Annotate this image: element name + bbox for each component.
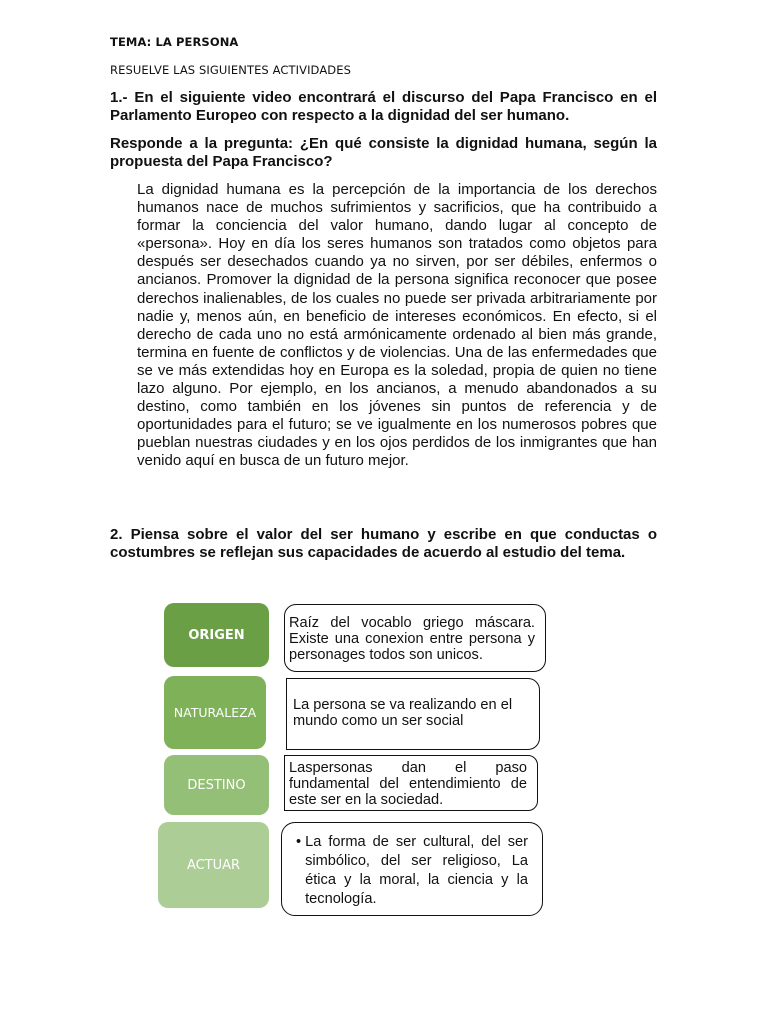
actuar-label: ACTUAR	[186, 857, 241, 873]
activity1-question: Responde a la pregunta: ¿En qué consiste la dignidad humana, según la propuesta del Papa Francisco?	[110, 135, 657, 170]
naturaleza-text: La persona se va realizando en el mundo como un ser social	[293, 697, 513, 729]
origen-text: Raíz del vocablo griego máscara. Existe una conexion entre persona y personages todos son unicos.	[289, 615, 535, 663]
naturaleza-label-box	[164, 676, 266, 749]
document-title: TEMA: LA PERSONA	[110, 35, 239, 49]
origen-text-box	[284, 604, 546, 672]
activity2-instruction: 2. Piensa sobre el valor del ser humano y escribe en que conductas o costumbres se reflejan sus capacidades de acuerdo al estudio del tema.	[110, 526, 657, 561]
actuar-text-box	[281, 822, 543, 916]
bullet-icon: •	[296, 834, 302, 850]
naturaleza-text-box	[286, 678, 540, 750]
document-subtitle: RESUELVE LAS SIGUIENTES ACTIVIDADES	[110, 63, 352, 77]
destino-text-box	[284, 755, 538, 811]
naturaleza-label: NATURALEZA	[173, 705, 257, 720]
destino-text: Laspersonas dan el paso fundamental del entendimiento de este ser en la sociedad.	[289, 760, 527, 808]
destino-label: DESTINO	[187, 777, 246, 793]
activity1-instruction: 1.- En el siguiente video encontrará el discurso del Papa Francisco en el Parlamento Europeo con respecto a la dignidad del ser humano.	[110, 89, 657, 124]
origen-label: ORIGEN	[188, 627, 245, 643]
actuar-text: La forma de ser cultural, del ser simbólico, del ser religioso, La ética y la moral, la ciencia y la tecnología.	[305, 834, 528, 907]
actuar-label-box	[158, 822, 269, 908]
destino-label-box	[164, 755, 269, 815]
activity1-answer: La dignidad humana es la percepción de la importancia de los derechos humanos nace de muchos sufrimientos y sacrificios, que ha contribuido a formar la conciencia del valor humano, dando lugar al concepto de «persona». Hoy en día los seres humanos son tratados como objetos para después ser desechados cuando ya no sirven, por ser débiles, enfermos o ancianos. Promover la dignidad de la persona significa reconocer que posee derechos inalienables, de los cuales no puede ser privada arbitrariamente por nadie y, menos aún, en beneficio de intereses económicos. En efecto, si el derecho de cada uno no está armónicamente ordenado al bien más grande, termina en fuente de conflictos y de violencias. Una de las enfermedades que se ve más extendidas hoy en Europa es la soledad, propia de quien no tiene lazo alguno. Por ejemplo, en los ancianos, a menudo abandonados a su destino, como también en los jóvenes sin puntos de referencia y de oportunidades para el futuro; se ve igualmente en los numerosos pobres que pueblan nuestras ciudades y en los ojos perdidos de los inmigrantes que han venido aquí en busca de un futuro mejor.	[137, 181, 657, 470]
origen-label-box	[164, 603, 269, 667]
